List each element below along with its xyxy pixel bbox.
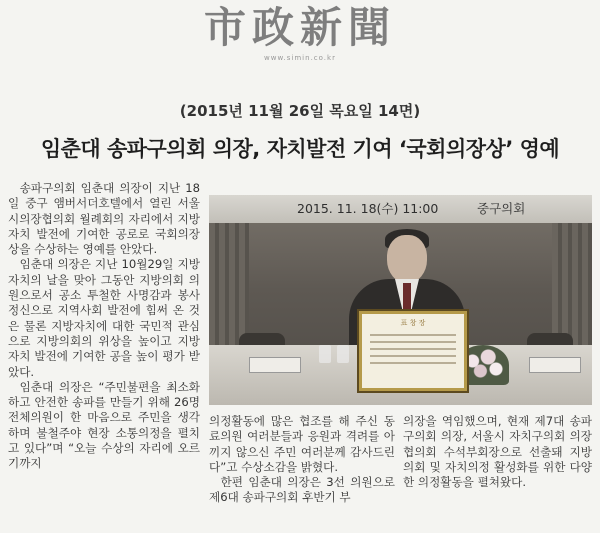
masthead (0, 4, 600, 62)
article-column-3 (403, 414, 592, 490)
paragraph: 임춘대 의장은 지난 10월29일 지방자치의 날을 맞아 그동안 지방의회 의원으로서 공소 투철한 사명감과 봉사정신으로 지역사회 발전에 힘써 온 것은 물론 지방자치에 대한 국민적 관심으로 지방의회의 위상을 높이고 지방자치 발전에 기여한 공을 높이 평가 받았다. (8, 257, 200, 379)
news-photo (209, 195, 592, 405)
headline: 임춘대 송파구의회 의장, 자치발전 기여 ‘국회의장상’ 영예 (40, 137, 560, 161)
water-glass (319, 345, 331, 363)
dateline: (2015년 11월 26일 목요일 14면) (179, 102, 421, 120)
article-column-1 (8, 181, 200, 472)
paragraph: 의장을 역임했으며, 현재 제7대 송파구의회 의장, 서울시 자치구의회 의장협의회 수석부회장으로 선출돼 지방의회 및 자치의정 활성화를 위한 다양한 의정활동을 펼쳐왔다. (403, 414, 592, 490)
paragraph: 의정활동에 많은 협조를 해 주신 동료의원 여러분들과 응원과 격려를 아끼지 않으신 주민 여러분께 감사드린다”고 수상소감을 밝혔다. (209, 414, 395, 474)
banner-date: 2015. 11. 18(수) 11:00 (297, 201, 439, 216)
certificate-text-lines (370, 334, 456, 364)
nameplate-right (529, 357, 581, 373)
paragraph: 송파구의회 임춘대 의장이 지난 18일 중구 앰버서더호텔에서 열린 서울시의장협의회 월례회의 자리에서 지방자치 발전에 기여한 공로로 국회의장상을 수상하는 영예를 안았다. (8, 181, 200, 257)
nameplate-left (249, 357, 301, 373)
water-glass (337, 345, 349, 363)
newspaper-name: 市政新聞 (203, 3, 396, 52)
banner-org: 중구의회 (477, 201, 526, 216)
certificate-title: 표 창 장 (400, 319, 426, 327)
paragraph: 한편 임춘대 의장은 3선 의원으로 제6대 송파구의회 후반기 부 (209, 475, 395, 505)
person-head (387, 235, 427, 283)
newspaper-url: www.simin.co.kr (264, 54, 336, 62)
article-column-2 (209, 414, 395, 506)
award-certificate (359, 311, 467, 391)
photo-banner (209, 195, 592, 223)
paragraph: 임춘대 의장은 “주민불편을 최소화하고 안전한 송파를 만들기 위해 26명 전체의원이 한 마음으로 주민을 생각하며 불철주야 현장 소통의정을 펼치고 있다”며 “오늘 수상의 자리에 오르기까지 (8, 379, 200, 471)
